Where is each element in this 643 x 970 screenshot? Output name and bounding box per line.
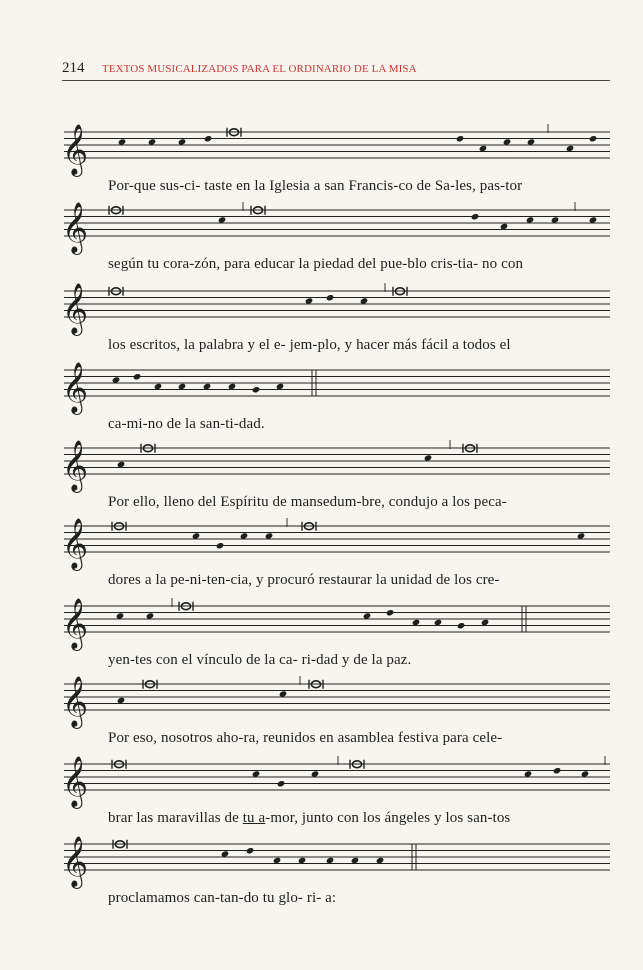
- treble-clef-icon: 𝄞: [62, 440, 89, 491]
- quarter-notehead-icon: [456, 135, 465, 143]
- lyrics-segment: -mor, junto con los ángeles y los san-tos: [265, 810, 511, 826]
- music-system-9: [0, 750, 643, 830]
- lyrics-line-3: los escritos, la palabra y el e- jem-plo, y hacer más fácil a todos el: [108, 337, 511, 353]
- page-header: [62, 60, 610, 81]
- running-title: TEXTOS MUSICALIZADOS PARA EL ORDINARIO DE LA MISA: [102, 63, 417, 75]
- staff-3: [0, 277, 643, 341]
- lyrics-line-6: dores a la pe-ni-ten-cia, y procuró restaurar la unidad de los cre-: [108, 572, 500, 588]
- staff-7: [0, 592, 643, 656]
- treble-clef-icon: 𝄞: [62, 124, 89, 175]
- lyrics-segment: brar las maravillas de: [108, 810, 243, 826]
- treble-clef-icon: 𝄞: [62, 676, 89, 727]
- staff-10: [0, 830, 643, 894]
- quarter-notehead-icon: [589, 135, 598, 143]
- music-system-10: [0, 830, 643, 910]
- lyrics-line-1: Por-que sus-ci- taste en la Iglesia a san Francis-co de Sa-les, pas-tor: [108, 178, 523, 194]
- lyrics-line-5: Por ello, lleno del Espíritu de mansedum-bre, condujo a los peca-: [108, 494, 507, 510]
- lyrics-line-10: proclamamos can-tan-do tu glo- ri- a:: [108, 890, 337, 906]
- treble-clef-icon: 𝄞: [62, 518, 89, 569]
- quarter-notehead-icon: [457, 622, 466, 630]
- quarter-notehead-icon: [133, 373, 142, 381]
- treble-clef-icon: 𝄞: [62, 362, 89, 413]
- treble-clef-icon: 𝄞: [62, 836, 89, 887]
- quarter-notehead-icon: [246, 847, 255, 855]
- staff-4: [0, 356, 643, 420]
- music-system-8: [0, 670, 643, 750]
- staff-6: [0, 512, 643, 576]
- music-system-6: [0, 512, 643, 592]
- treble-clef-icon: 𝄞: [62, 202, 89, 253]
- quarter-notehead-icon: [216, 542, 225, 550]
- treble-clef-icon: 𝄞: [62, 756, 89, 807]
- staff-1: [0, 118, 643, 182]
- music-system-7: [0, 592, 643, 672]
- quarter-notehead-icon: [553, 767, 562, 775]
- quarter-notehead-icon: [277, 780, 286, 788]
- quarter-notehead-icon: [204, 135, 213, 143]
- lyrics-line-4: ca-mi-no de la san-ti-dad.: [108, 416, 265, 432]
- quarter-notehead-icon: [386, 609, 395, 617]
- music-system-1: [0, 118, 643, 198]
- quarter-notehead-icon: [252, 386, 261, 394]
- staff-8: [0, 670, 643, 734]
- lyrics-tied-syllable: tu a: [242, 810, 266, 826]
- quarter-notehead-icon: [471, 213, 480, 221]
- lyrics-line-2: según tu cora-zón, para educar la piedad del pue-blo cris-tia- no con: [108, 256, 524, 272]
- quarter-notehead-icon: [326, 294, 335, 302]
- music-system-3: [0, 277, 643, 357]
- music-system-2: [0, 196, 643, 276]
- staff-9: [0, 750, 643, 814]
- treble-clef-icon: 𝄞: [62, 598, 89, 649]
- music-system-5: [0, 434, 643, 514]
- treble-clef-icon: 𝄞: [62, 283, 89, 334]
- page-number: 214: [62, 60, 85, 76]
- lyrics-line-9: [108, 810, 608, 827]
- staff-5: [0, 434, 643, 498]
- lyrics-line-8: Por eso, nosotros aho-ra, reunidos en asamblea festiva para cele-: [108, 730, 503, 746]
- music-system-4: [0, 356, 643, 436]
- staff-2: [0, 196, 643, 260]
- lyrics-line-7: yen-tes con el vínculo de la ca- ri-dad y de la paz.: [108, 652, 412, 668]
